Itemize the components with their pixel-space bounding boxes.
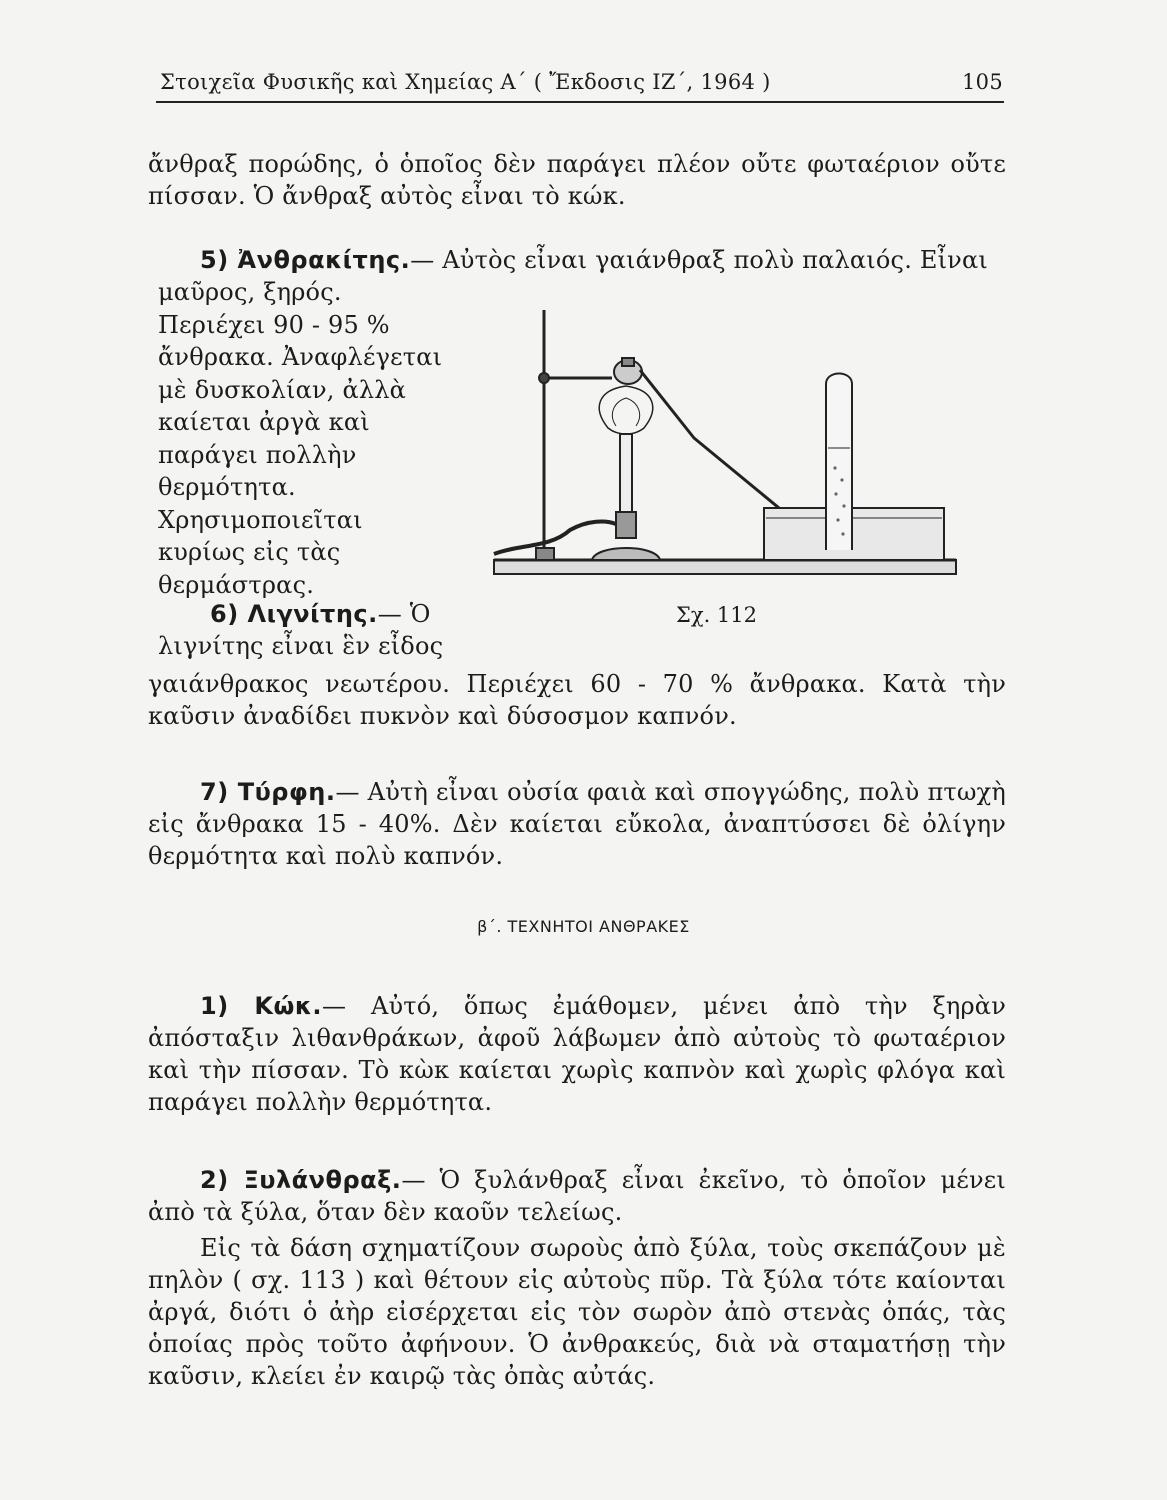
anthracite-first-line [148, 244, 1006, 276]
intro-paragraph: ἄνθραξ πορώδης, ὁ ὁποῖος δὲν παράγει πλέον οὔτε φωταέριον οὔτε πίσσαν. Ὁ ἄνθραξ αὐτὸς εἶναι τὸ κώκ. [148, 150, 1006, 210]
water-trough [764, 508, 944, 560]
charcoal-text: — Ὁ ξυλάνθραξ εἶναι ἐκεῖνο, τὸ ὁποῖον μένει ἀπὸ τὰ ξύλα, ὅταν δὲν καοῦν τελείως. [148, 1166, 1007, 1226]
running-header [158, 66, 1003, 100]
page-number: 105 [962, 70, 1003, 94]
header-title: Στοιχεῖα Φυσικῆς καὶ Χημείας Α΄ ( Ἔκδοσις ΙΖ΄, 1964 ) [160, 70, 771, 94]
anthracite-heading: 5) Ἀνθρακίτης. [200, 246, 411, 274]
lignite-heading: 6) Λιγνίτης. [210, 600, 378, 628]
coke-heading: 1) Κώκ. [200, 992, 323, 1020]
apparatus-figure [480, 298, 965, 588]
anthracite-body: μαῦρος, ξηρός. Περιέχει 90 - 95 % ἄνθρακα. Ἀναφλέγεται μὲ δυσκολίαν, ἀλλὰ καίεται ἀργὰ καὶ παράγει πολλὴν θερμότητα. Χρησιμοποιεῖται κυρίως εἰς τὰς θερμάστρας. [158, 278, 443, 599]
section-title: β΄. ΤΕΧΝΗΤΟΙ ΑΝΘΡΑΚΕΣ [477, 917, 690, 936]
coke-paragraph [148, 990, 1006, 1118]
lignite-first-lines [158, 598, 458, 662]
peat-paragraph [148, 776, 1006, 872]
charcoal-heading: 2) Ξυλάνθραξ. [200, 1166, 402, 1194]
burner-base [592, 548, 660, 560]
anthracite-line1: — Αὐτὸς εἶναι γαιάνθραξ πολὺ παλαιός. Εἶναι [410, 246, 988, 274]
charcoal-paragraph [148, 1164, 1006, 1228]
coke-text: — Αὐτό, ὅπως ἐμάθομεν, μένει ἀπὸ τὴν ξηρὰν ἀπόσταξιν λιθανθράκων, ἀφοῦ λάβωμεν ἀπὸ αὐτοὺς τὸ φωταέριον καὶ τὴν πίσσαν. Τὸ κὼκ καίεται χωρὶς καπνὸν καὶ χωρὶς φλόγα καὶ παράγει πολλὴν θερμότητα. [148, 992, 1006, 1116]
gas-burner-apparatus-icon [494, 310, 956, 574]
peat-text: — Αὐτὴ εἶναι οὐσία φαιὰ καὶ σπογγώδης, πολὺ πτωχὴ εἰς ἄνθρακα 15 - 40%. Δὲν καίεται εὔκολα, ἀναπτύσσει δὲ ὀλίγην θερμότητα καὶ πολὺ καπνόν. [148, 778, 1006, 870]
figure-caption: Σχ. 112 [676, 603, 758, 627]
burner-tube [620, 434, 632, 524]
base-board [494, 560, 956, 574]
flame [599, 386, 652, 434]
collecting-tube [826, 374, 852, 551]
peat-heading: 7) Τύρφη. [200, 778, 336, 806]
lignite-body: γαιάνθρακος νεωτέρου. Περιέχει 60 - 70 % ἄνθρακα. Κατὰ τὴν καῦσιν ἀναδίδει πυκνὸν καὶ δύσοσμον καπνόν. [148, 670, 1006, 730]
header-rule [156, 101, 1004, 103]
lignite-line1: — Ὁ λιγνίτης εἶναι ἓν εἶδος [158, 600, 444, 660]
charcoal-paragraph-2: Εἰς τὰ δάση σχηματίζουν σωροὺς ἀπὸ ξύλα, τοὺς σκεπάζουν μὲ πηλὸν ( σχ. 113 ) καὶ θέτουν εἰς αὐτοὺς πῦρ. Τὰ ξύλα τότε καίονται ἀργά, διότι ὁ ἀὴρ εἰσέρχεται εἰς τὸν σωρὸν ἀπὸ στενὰς ὀπάς, τὰς ὁποίας πρὸς τοῦτο ἀφήνουν. Ὁ ἀνθρακεύς, διὰ νὰ σταματήσῃ τὴν καῦσιν, κλείει ἐν καιρῷ τὰς ὀπὰς αὐτάς. [148, 1234, 1006, 1390]
